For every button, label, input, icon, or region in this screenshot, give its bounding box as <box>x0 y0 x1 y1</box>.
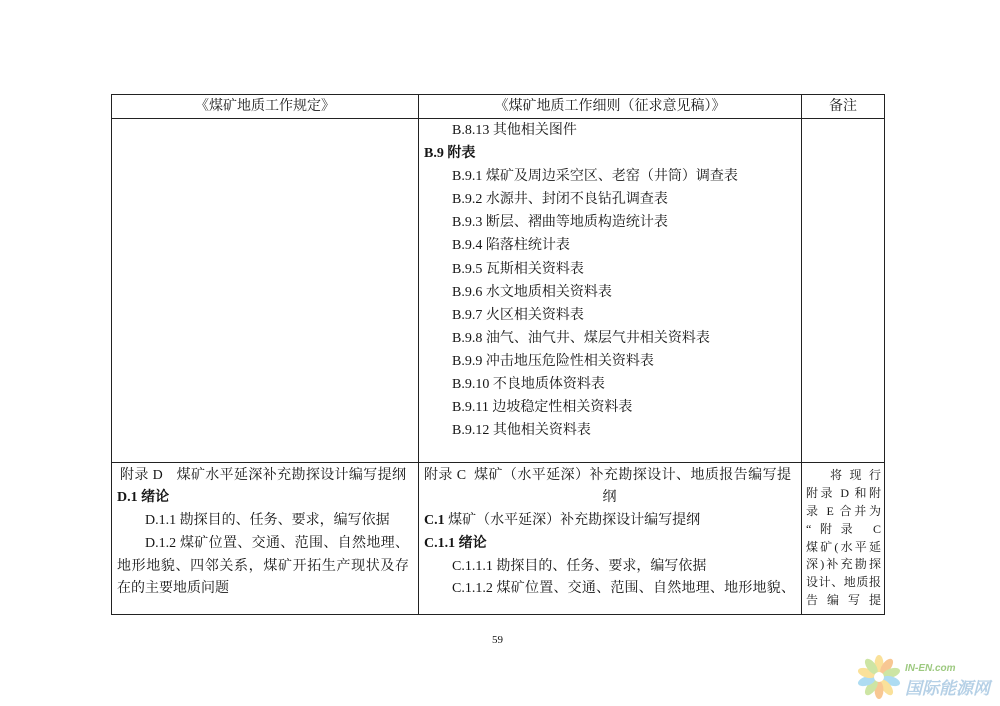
page-number: 59 <box>492 634 503 646</box>
appendix-heading <box>424 465 795 488</box>
header-cell-regulation <box>111 94 419 119</box>
watermark-domain: IN-EN.com <box>905 663 956 674</box>
header-regulation-title: 《煤矿地质工作规定》 <box>195 99 335 114</box>
subsection-heading: C.1.1 绪论 <box>424 535 487 551</box>
appendix-label: 附录 D <box>120 467 163 483</box>
list-item: D.1.1 勘探目的、任务、要求，编写依据 <box>145 513 390 529</box>
list-item: C.1.1.1 勘探目的、任务、要求，编写依据 <box>452 558 707 574</box>
appendix-heading <box>117 465 409 488</box>
row1-rules-draft-cell <box>418 118 802 463</box>
header-rules-draft-title: 《煤矿地质工作细则（征求意见稿）》 <box>494 99 726 114</box>
list-item: C.1.1.2 煤矿位置、交通、范围、自然地理、地形地貌、 <box>452 581 795 597</box>
list-item: D.1.2 煤矿位置、交通、范围、自然地理、 <box>145 535 409 551</box>
list-item: B.9.3 断层、褶曲等地质构造统计表 <box>452 215 668 231</box>
list-item: B.9.4 陷落柱统计表 <box>452 238 570 254</box>
remark-line: 附录 D 和附 <box>806 485 881 500</box>
section-heading <box>424 510 795 533</box>
row1-regulation-cell <box>111 118 419 463</box>
sun-flower-logo-icon <box>854 652 904 702</box>
watermark <box>850 650 998 704</box>
list-item: B.8.13 其他相关图件 <box>452 123 577 138</box>
list-item: B.9.8 油气、油气井、煤层气井相关资料表 <box>452 330 710 346</box>
list-item: B.9.7 火区相关资料表 <box>452 307 584 323</box>
row2-rules-draft-cell <box>418 462 802 615</box>
remark-line: 将现行 <box>830 468 881 482</box>
remark-line: 告编写提 <box>806 593 881 608</box>
header-cell-remarks <box>801 94 885 119</box>
section-heading: B.9 附表 <box>424 146 476 162</box>
row2-regulation-cell <box>111 462 419 615</box>
row1-remarks-cell <box>801 118 885 463</box>
remark-line: 深)补充勘探 <box>806 557 881 572</box>
header-cell-rules-draft <box>418 94 802 119</box>
remark-line: 煤矿(水平延 <box>806 539 881 554</box>
list-item-continuation: 在的主要地质问题 <box>117 581 229 597</box>
row2-remarks-cell <box>801 462 885 615</box>
list-item: B.9.11 边坡稳定性相关资料表 <box>452 400 633 416</box>
remark-line: 录 E 合并为 <box>806 503 881 518</box>
list-item: B.9.10 不良地质体资料表 <box>452 377 605 393</box>
list-item: B.9.9 冲击地压危险性相关资料表 <box>452 353 654 369</box>
appendix-heading-continuation: 纲 <box>602 490 617 506</box>
header-remarks-title: 备注 <box>829 99 857 114</box>
section-heading: D.1 绪论 <box>117 490 170 506</box>
list-item-continuation: 地形地貌、四邻关系，煤矿开拓生产现状及存 <box>117 558 409 574</box>
logo-center <box>874 672 884 682</box>
section-number: C.1 <box>424 513 445 529</box>
list-item: B.9.12 其他相关资料表 <box>452 423 591 439</box>
remark-line: “附录 C <box>806 521 881 536</box>
list-item: B.9.1 煤矿及周边采空区、老窑（井筒）调查表 <box>452 169 738 185</box>
watermark-name: 国际能源网 <box>905 679 990 698</box>
list-item: B.9.2 水源井、封闭不良钻孔调查表 <box>452 192 668 208</box>
section-title: 煤矿（水平延深）补充勘探设计编写提纲 <box>448 513 701 529</box>
appendix-title: 煤矿水平延深补充勘探设计编写提纲 <box>176 467 407 483</box>
list-item: B.9.5 瓦斯相关资料表 <box>452 261 584 277</box>
appendix-label: 附录 C <box>424 467 467 483</box>
appendix-title: 煤矿（水平延深）补充勘探设计、地质报告编写提 <box>474 467 792 483</box>
list-item: B.9.6 水文地质相关资料表 <box>452 284 612 300</box>
remark-line: 设计、地质报 <box>806 575 881 590</box>
